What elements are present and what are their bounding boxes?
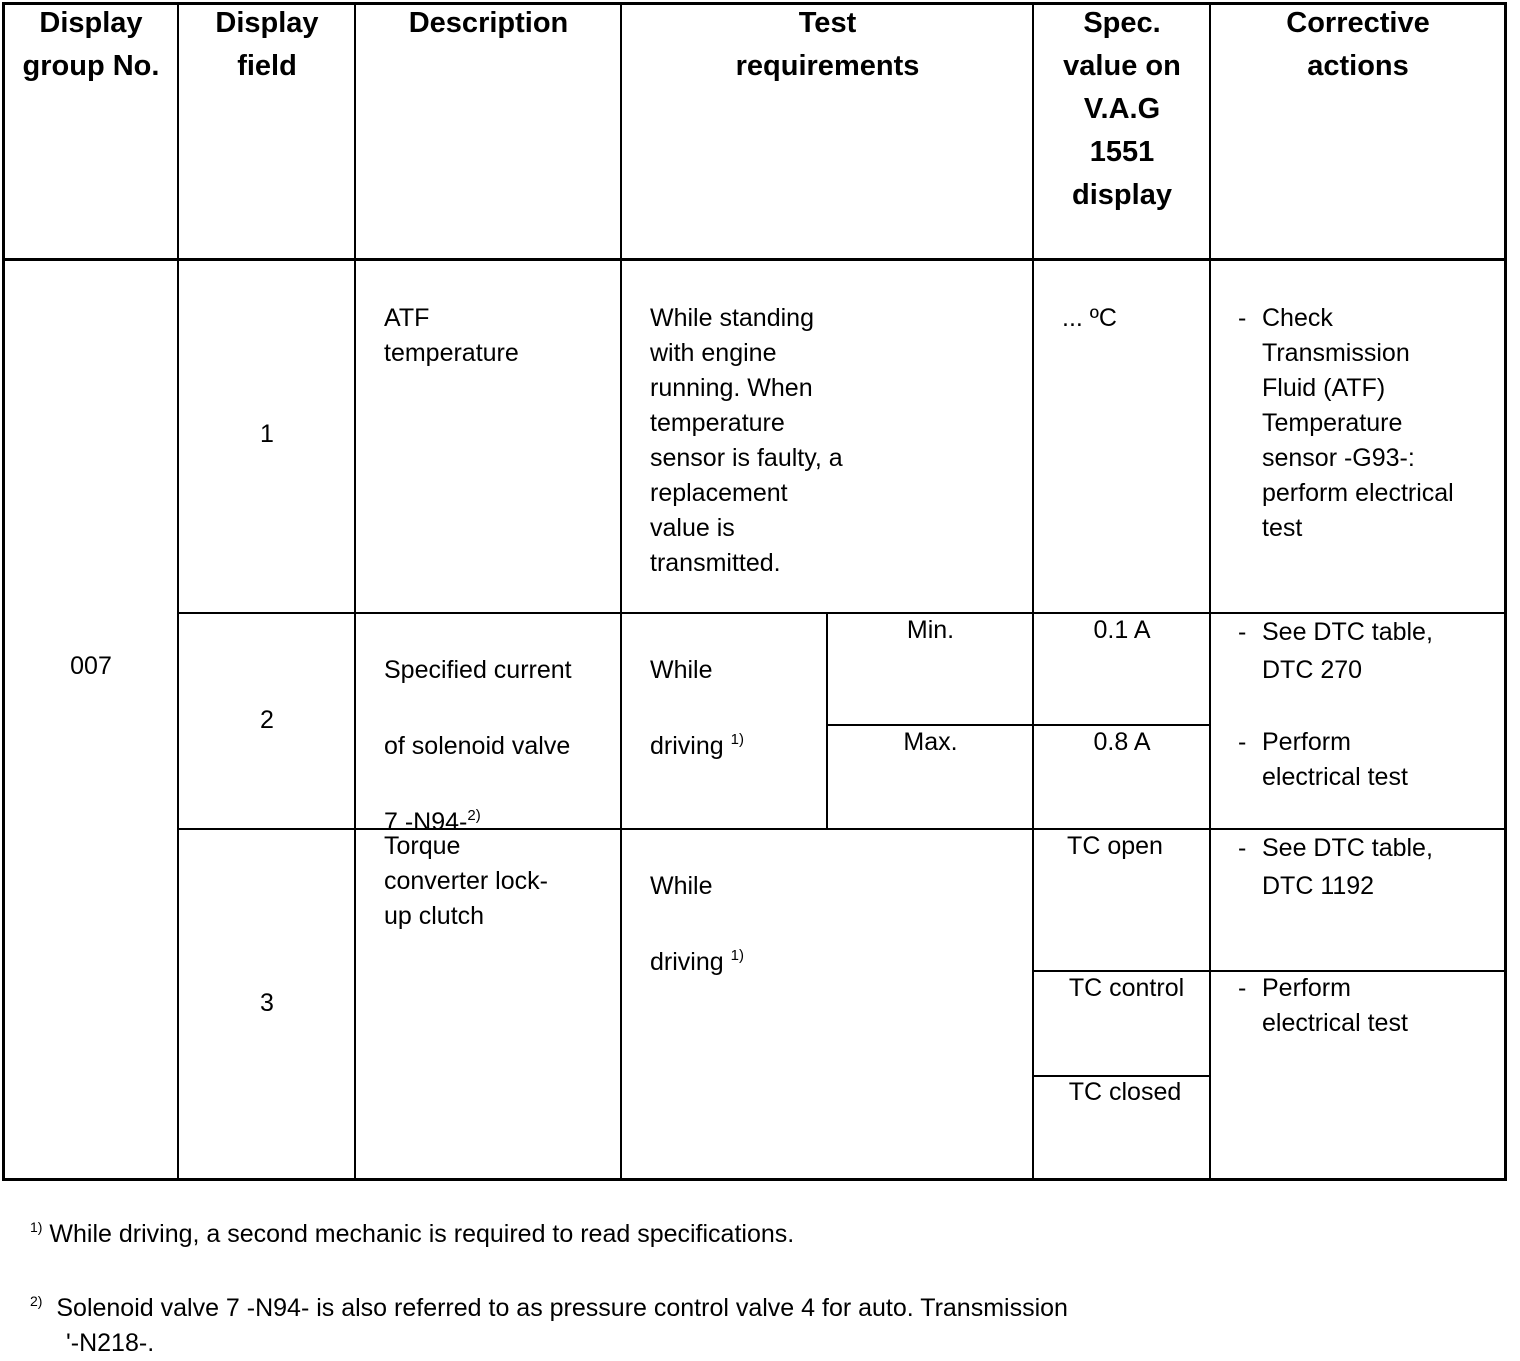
- corrective-action: [1238, 301, 1454, 546]
- footnote-2-continuation: '-N218-.: [66, 1329, 155, 1357]
- footnote-ref-1: 1): [730, 731, 744, 748]
- header-test-requirements: Test requirements: [735, 7, 920, 82]
- footnote-mark: 2): [30, 1293, 43, 1309]
- description-line: Specified current: [384, 656, 572, 684]
- corrective-action: [1238, 725, 1408, 795]
- description-torque-converter: Torque converter lock- up clutch: [384, 832, 548, 930]
- action-dash: -: [1238, 834, 1247, 862]
- footnote-text: Solenoid valve 7 -N94- is also referred to as pressure control valve 4 for auto. Transmission: [56, 1294, 1068, 1322]
- footnote-mark: 1): [30, 1219, 43, 1235]
- action-text: See DTC table, DTC 270: [1262, 618, 1433, 684]
- test-line: driving: [650, 732, 724, 760]
- header-spec-value: Spec. value on V.A.G 1551 display: [1063, 7, 1181, 211]
- spec-tc-closed: TC closed: [1068, 1078, 1182, 1106]
- action-dash: -: [1238, 974, 1247, 1002]
- display-field-2: 2: [260, 706, 274, 734]
- table-border-left: [2, 2, 5, 1181]
- action-text: See DTC table, DTC 1192: [1262, 834, 1433, 900]
- header-description: Description: [408, 7, 569, 39]
- test-requirement-row2: [650, 613, 744, 765]
- table-border-right: [1504, 2, 1507, 1181]
- description-line: of solenoid valve: [384, 732, 571, 760]
- description-atf-temperature: ATF temperature: [384, 304, 519, 367]
- table-border-bottom: [2, 1178, 1507, 1181]
- spec-min-value: 0.1 A: [1093, 616, 1151, 644]
- limit-max-label: Max.: [903, 728, 958, 756]
- description-solenoid-current: [384, 613, 572, 841]
- spec-max-value: 0.8 A: [1093, 728, 1151, 756]
- action-text: Perform electrical test: [1262, 728, 1408, 791]
- action-dash: -: [1238, 728, 1247, 756]
- header-display-group-no: Display group No.: [22, 7, 160, 82]
- test-requirement-row3: [650, 829, 744, 981]
- action-dash: -: [1238, 304, 1247, 332]
- action-text: Perform electrical test: [1262, 974, 1408, 1037]
- spec-tc-open: TC open: [1067, 832, 1163, 860]
- header-display-field: Display field: [215, 7, 319, 82]
- test-requirement-row1: While standing with engine running. When temperature sensor is faulty, a replacement value is transmitted.: [650, 304, 843, 577]
- test-line: While: [650, 872, 713, 900]
- corrective-action: [1238, 829, 1433, 905]
- action-dash: -: [1238, 618, 1247, 646]
- action-text: Check Transmission Fluid (ATF) Temperature sensor -G93-: perform electrical test: [1262, 304, 1454, 542]
- display-field-3: 3: [260, 989, 274, 1017]
- spec-tc-control: TC control: [1068, 974, 1185, 1002]
- footnote-ref-2: 2): [467, 807, 481, 824]
- display-field-1: 1: [260, 420, 274, 448]
- footnote-text: While driving, a second mechanic is required to read specifications.: [49, 1220, 795, 1248]
- header-corrective-actions: Corrective actions: [1286, 7, 1430, 82]
- footnote-2: [30, 1291, 1068, 1326]
- test-line: driving: [650, 948, 724, 976]
- footnote-1: [30, 1217, 794, 1252]
- description-line: 7 -N94-: [384, 808, 468, 836]
- limit-min-label: Min.: [906, 616, 955, 644]
- display-group-number: 007: [70, 652, 112, 680]
- test-line: While: [650, 656, 713, 684]
- footnote-ref-1: 1): [730, 947, 744, 964]
- corrective-action: [1238, 971, 1408, 1041]
- col-sep-3: [620, 2, 622, 1181]
- corrective-action: [1238, 613, 1433, 689]
- spec-value-row1: ... ºC: [1062, 304, 1117, 332]
- header-separator: [2, 258, 1507, 261]
